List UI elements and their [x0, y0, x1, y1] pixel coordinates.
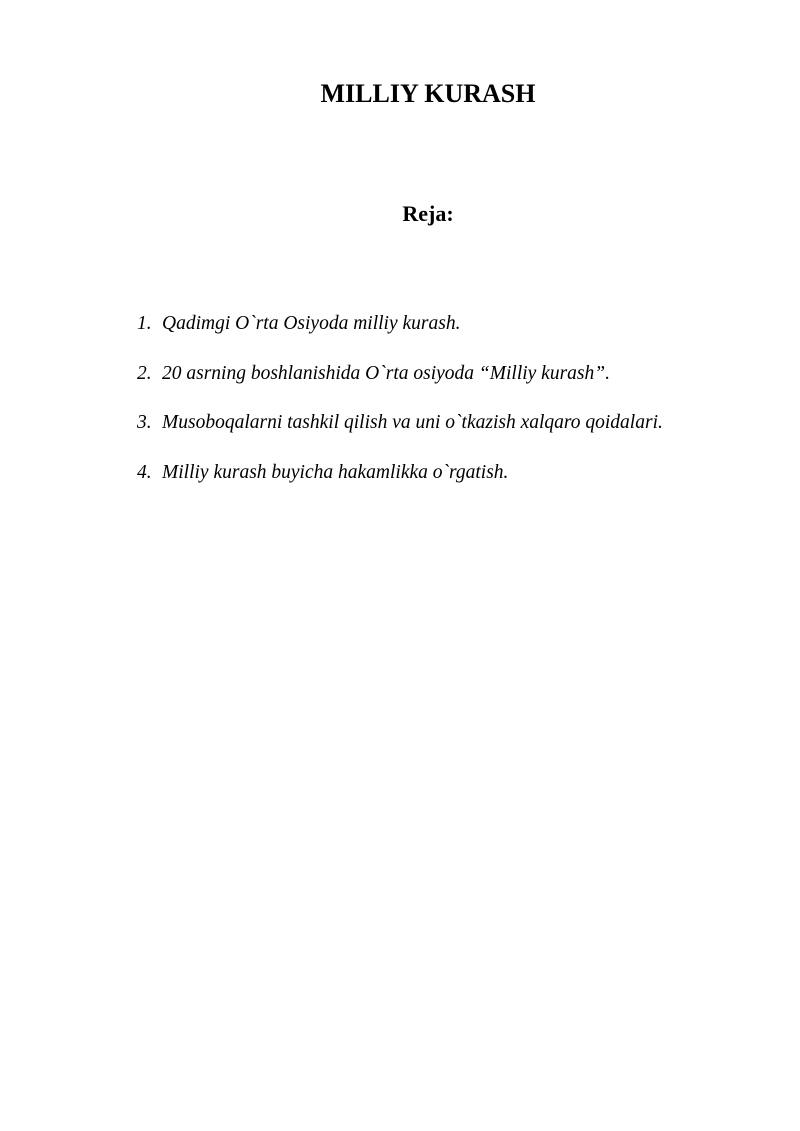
plan-item-text: Qadimgi O`rta Osiyoda milliy kurash. — [162, 313, 461, 334]
plan-item-text: Musoboqalarni tashkil qilish va uni o`tkazish xalqaro qoidalari. — [162, 412, 663, 433]
plan-item — [137, 459, 777, 487]
plan-item — [137, 409, 777, 437]
plan-item-text: Milliy kurash buyicha hakamlikka o`rgatish. — [162, 461, 509, 483]
plan-list — [137, 310, 777, 508]
plan-item-number: 1. — [137, 313, 152, 334]
plan-item — [137, 310, 777, 338]
plan-item — [137, 360, 777, 388]
plan-item-number: 4. — [137, 461, 152, 483]
plan-item-text: 20 asrning boshlanishida O`rta osiyoda “Milliy kurash”. — [162, 362, 610, 384]
plan-item-number: 3. — [137, 412, 152, 433]
document-title: MILLIY KURASH — [320, 79, 536, 108]
plan-heading: Reja: — [402, 201, 454, 226]
plan-item-number: 2. — [137, 362, 152, 384]
